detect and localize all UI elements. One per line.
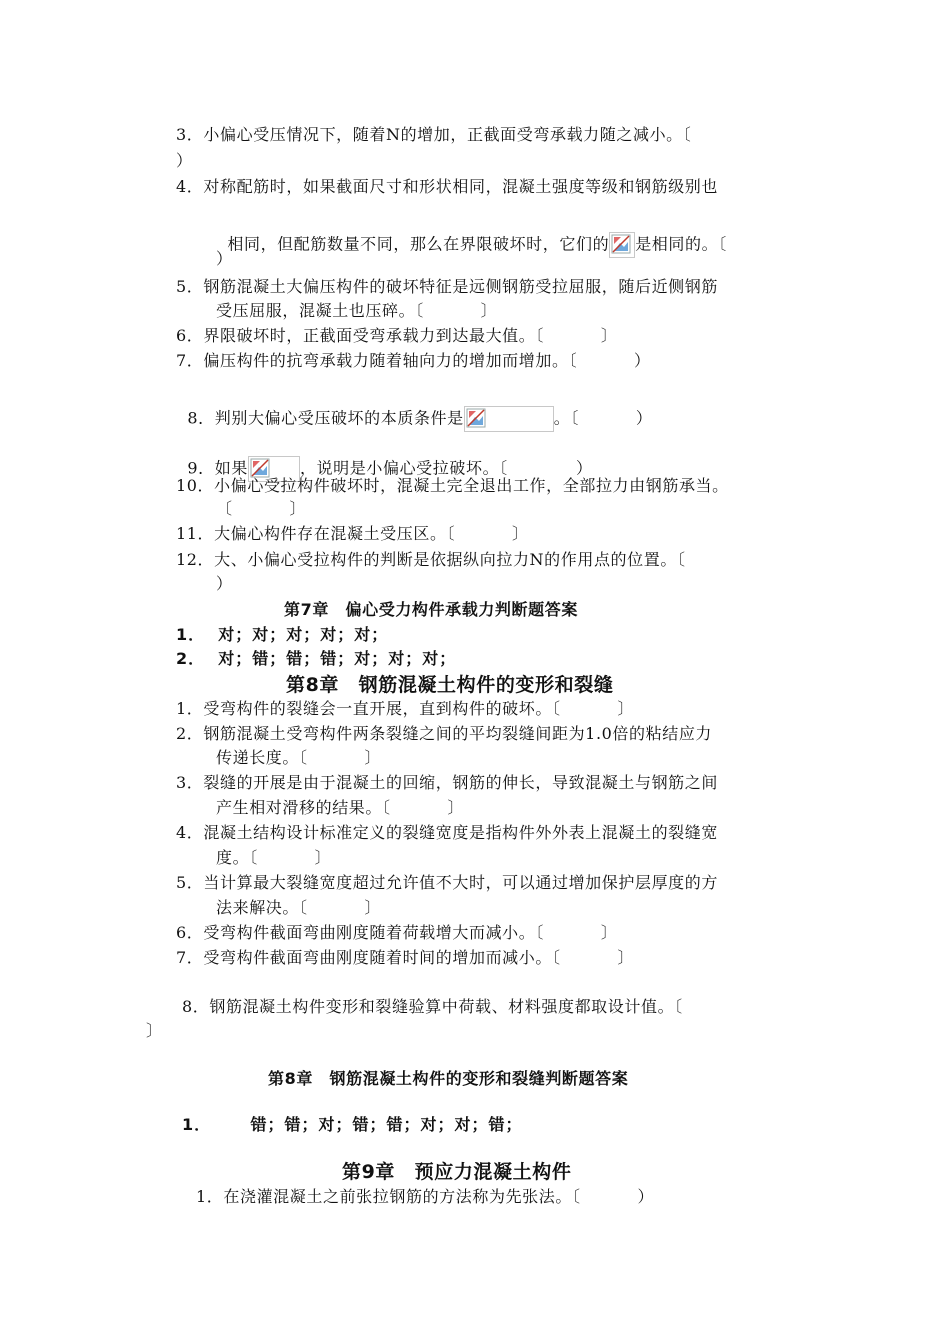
ch7-q8-text: 8．判别大偏心受压破坏的本质条件是 [187,408,464,428]
ch7-q3-line2: ） [176,151,193,170]
ch8-q2-line1: 2．钢筋混凝土受弯构件两条裂缝之间的平均裂缝间距为1.0倍的粘结应力 [176,724,713,743]
ch8-q3-line1: 3．裂缝的开展是由于混凝土的回缩，钢筋的伸长，导致混凝土与钢筋之间 [176,773,718,792]
ch8-answers-title: 第8章 钢筋混凝土构件的变形和裂缝判断题答案 [268,1069,629,1088]
ch7-q4-line1: 4．对称配筋时，如果截面尺寸和形状相同，混凝土强度等级和钢筋级别也 [176,177,718,196]
ch7-q4-text-before-formula: 相同，但配筋数量不同，那么在界限破坏时，它们的 [227,234,610,254]
broken-image-icon [609,232,635,258]
ch8-q4-line2: 度。〔 〕 [216,848,332,867]
ch8-q5-line1: 5．当计算最大裂缝宽度超过允许值不大时，可以通过增加保护层厚度的方 [176,873,718,892]
ch8-q4-line1: 4．混凝土结构设计标准定义的裂缝宽度是指构件外外表上混凝土的裂缝宽 [176,823,718,842]
ch8-q3-line2: 产生相对滑移的结果。〔 〕 [216,798,465,817]
ch7-q10-line2: 〔 〕 [216,499,307,518]
ch8-q7: 7．受弯构件截面弯曲刚度随着时间的增加而减小。〔 〕 [176,948,635,967]
ch7-answer-1: 1． 对；对；对；对；对； [176,625,389,644]
ch7-q6: 6．界限破坏时，正截面受弯承载力到达最大值。〔 〕 [176,326,618,345]
ch7-q9-bracket: ，说明是小偏心受拉破坏。〔 ） [299,458,593,478]
ch8-q2-line2: 传递长度。〔 〕 [216,748,382,767]
ch9-q1: 1．在浇灌混凝土之前张拉钢筋的方法称为先张法。〔 ） [196,1187,655,1206]
ch8-answer-1: 1． 错；错；对；错；错；对；对；错； [182,1115,523,1134]
ch8-q6: 6．受弯构件截面弯曲刚度随着荷载增大而减小。〔 〕 [176,923,618,942]
ch7-q10-line1: 10．小偏心受拉构件破坏时，混凝土完全退出工作，全部拉力由钢筋承当。 [176,476,729,495]
ch7-q4-text-after-formula: 是相同的。〔 [635,234,727,254]
ch7-q12-line2: ） [216,574,233,593]
ch7-q12-line1: 12．大、小偏心受拉构件的判断是依据纵向拉力N的作用点的位置。〔 [176,550,686,569]
ch7-q3-line1: 3．小偏心受压情况下，随着N的增加，正截面受弯承载力随之减小。〔 [176,125,692,144]
ch7-q9-text: 9．如果 [187,458,248,478]
ch8-title: 第8章 钢筋混凝土构件的变形和裂缝 [286,674,614,696]
ch9-title: 第9章 预应力混凝土构件 [342,1161,572,1183]
ch7-answers-title: 第7章 偏心受力构件承载力判断题答案 [284,600,578,619]
ch7-q7: 7．偏压构件的抗弯承载力随着轴向力的增加而增加。〔 ） [176,351,651,370]
ch7-answer-2: 2． 对；错；错；错；对；对；对； [176,649,457,668]
ch8-q1: 1．受弯构件的裂缝会一直开展，直到构件的破坏。〔 〕 [176,699,635,718]
broken-image-icon [464,406,554,432]
ch7-q8 [176,384,652,432]
ch8-q5-line2: 法来解决。〔 〕 [216,898,382,917]
ch7-q11: 11．大偏心构件存在混凝土受压区。〔 〕 [176,524,529,543]
ch7-q8-bracket: 。〔 ） [553,408,653,428]
ch7-q4-line3: ） [216,249,233,268]
ch7-q5-line2: 受压屈服，混凝土也压碎。〔 〕 [216,301,498,320]
ch7-q4-line2 [216,210,727,258]
ch8-q8-line2: 〕 [146,1021,163,1040]
ch8-q8-line1: 8．钢筋混凝土构件变形和裂缝验算中荷载、材料强度都取设计值。〔 [182,997,683,1016]
ch7-q5-line1: 5．钢筋混凝土大偏压构件的破坏特征是远侧钢筋受拉屈服，随后近侧钢筋 [176,277,718,296]
